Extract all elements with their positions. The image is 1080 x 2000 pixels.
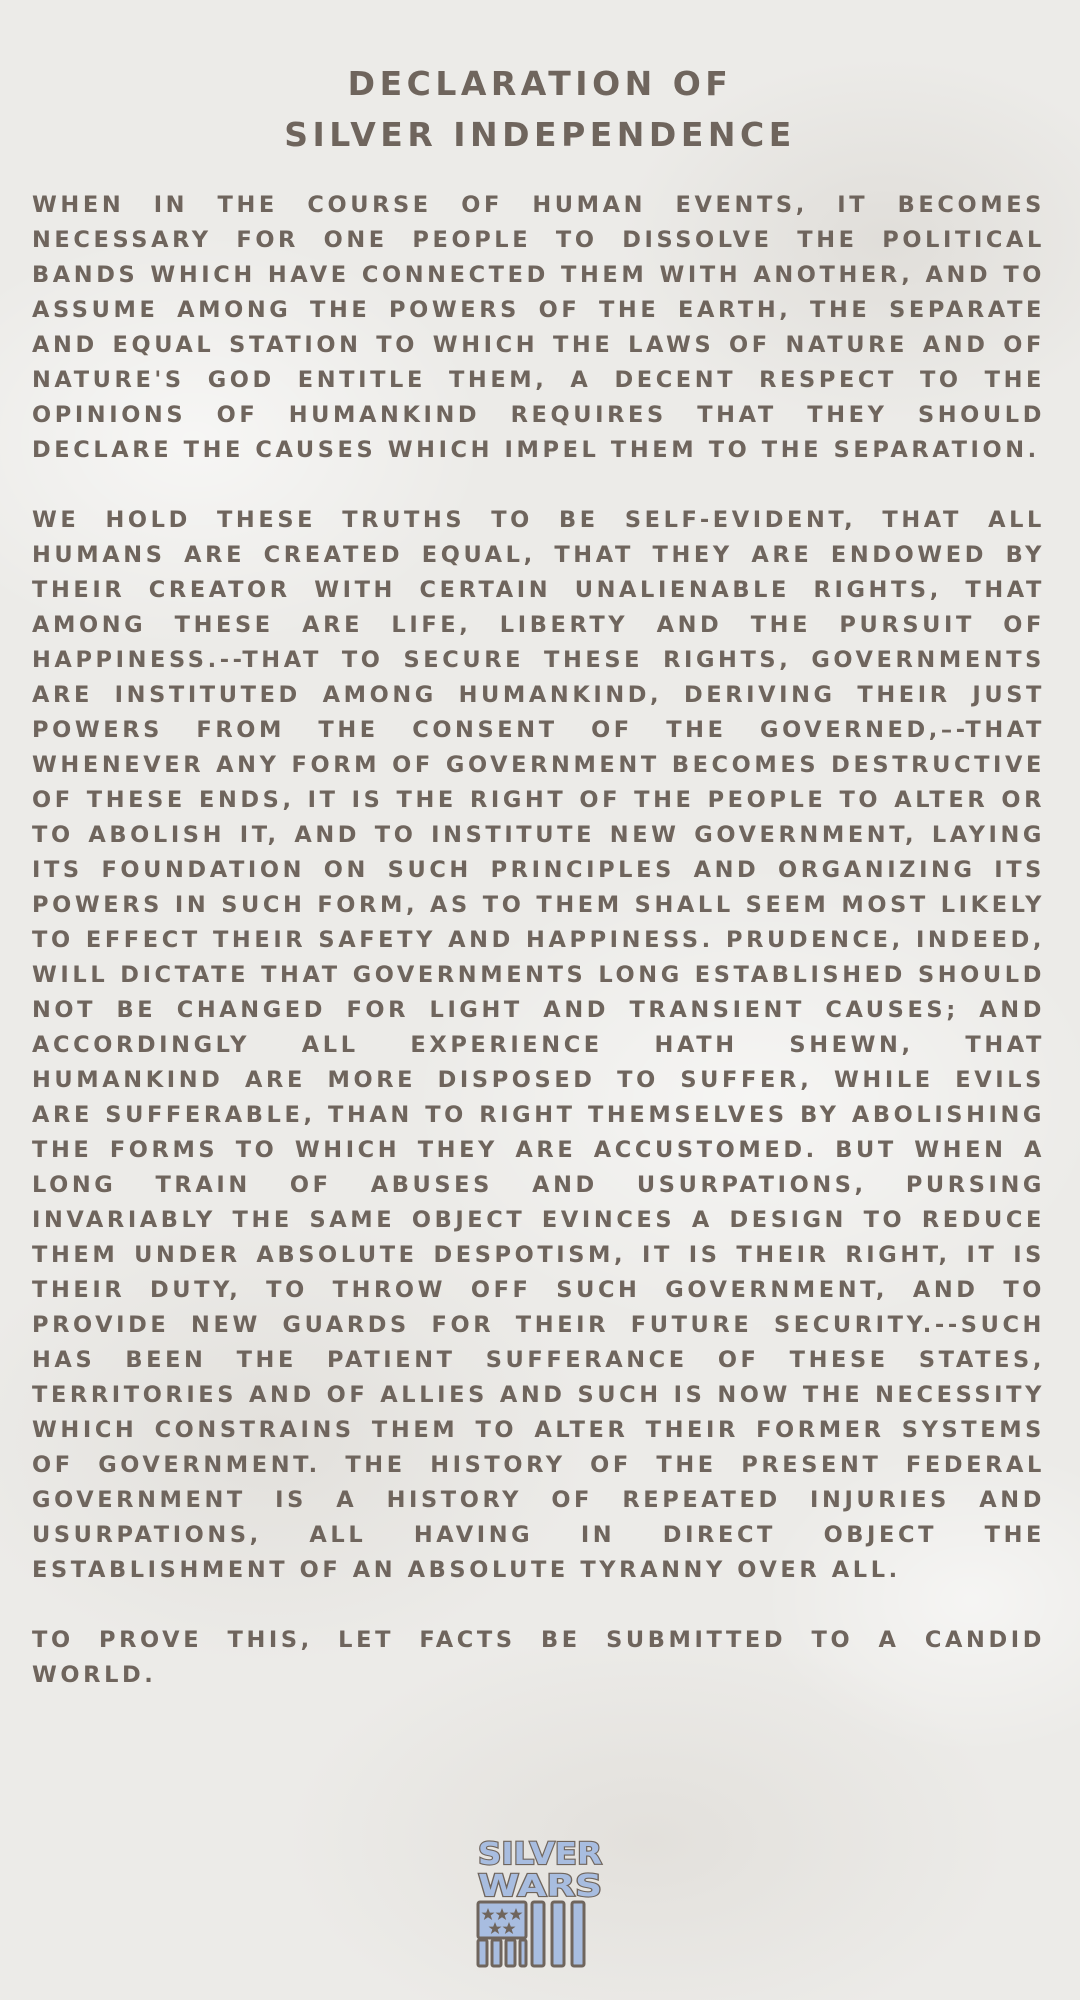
title-line-2: SILVER INDEPENDENCE — [284, 115, 796, 154]
paragraph-2: WE HOLD THESE TRUTHS TO BE SELF-EVIDENT, THAT ALL HUMANS ARE CREATED EQUAL, THAT THEY ARE ENDOWED BY THEIR CREATOR WITH CERTAIN UNALIENABLE RIGHTS, THAT AMONG THESE ARE LIFE, LIBERTY AND THE PURSUIT OF HAPPINESS.--THAT TO SECURE THESE RIGHTS, GOVERNMENTS ARE INSTITUTED AMONG HUMANKIND, DERIVING THEIR JUST POWERS FROM THE CONSENT OF THE GOVERNED,–-THAT WHENEVER ANY FORM OF GOVERNMENT BECOMES DESTRUCTIVE OF THESE ENDS, IT IS THE RIGHT OF THE PEOPLE TO ALTER OR TO ABOLISH IT, AND TO INSTITUTE NEW GOVERNMENT, LAYING ITS FOUNDATION ON SUCH PRINCIPLES AND ORGANIZING ITS POWERS IN SUCH FORM, AS TO THEM SHALL SEEM MOST LIKELY TO EFFECT THEIR SAFETY AND HAPPINESS. PRUDENCE, INDEED, WILL DICTATE THAT GOVERNMENTS LONG ESTABLISHED SHOULD NOT BE CHANGED FOR LIGHT AND TRANSIENT CAUSES; AND ACCORDINGLY ALL EXPERIENCE HATH SHEWN, THAT HUMANKIND ARE MORE DISPOSED TO SUFFER, WHILE EVILS ARE SUFFERABLE, THAN TO RIGHT THEMSELVES BY ABOLISHING THE FORMS TO WHICH THEY ARE ACCUSTOMED. BUT WHEN A LONG TRAIN OF ABUSES AND USURPATIONS, PURSING INVARIABLY THE SAME OBJECT EVINCES A DESIGN TO REDUCE THEM UNDER ABSOLUTE DESPOTISM, IT IS THEIR RIGHT, IT IS THEIR DUTY, TO THROW OFF SUCH GOVERNMENT, AND TO PROVIDE NEW GUARDS FOR THEIR FUTURE SECURITY.--SUCH HAS BEEN THE PATIENT SUFFERANCE OF THESE STATES, TERRITORIES AND OF ALLIES AND SUCH IS NOW THE NECESSITY WHICH CONSTRAINS THEM TO ALTER THEIR FORMER SYSTEMS OF GOVERNMENT. THE HISTORY OF THE PRESENT FEDERAL GOVERNMENT IS A HISTORY OF REPEATED INJURIES AND USURPATIONS, ALL HAVING IN DIRECT OBJECT THE ESTABLISHMENT OF AN ABSOLUTE TYRANNY OVER ALL. — [32, 507, 1045, 1583]
silver-wars-logo — [474, 1834, 606, 1970]
flag-logo-icon — [478, 1902, 584, 1966]
title-line-1: DECLARATION OF — [347, 64, 733, 103]
logo-text-line-2: WARS — [478, 1869, 602, 1904]
paragraph-1: WHEN IN THE COURSE OF HUMAN EVENTS, IT BECOMES NECESSARY FOR ONE PEOPLE TO DISSOLVE THE POLITICAL BANDS WHICH HAVE CONNECTED THEM WITH ANOTHER, AND TO ASSUME AMONG THE POWERS OF THE EARTH, THE SEPARATE AND EQUAL STATION TO WHICH THE LAWS OF NATURE AND OF NATURE'S GOD ENTITLE THEM, A DECENT RESPECT TO THE OPINIONS OF HUMANKIND REQUIRES THAT THEY SHOULD DECLARE THE CAUSES WHICH IMPEL THEM TO THE SEPARATION. — [32, 192, 1045, 463]
logo-text-line-1: SILVER — [478, 1837, 602, 1872]
paragraph-3: TO PROVE THIS, LET FACTS BE SUBMITTED TO A CANDID WORLD. — [32, 1627, 1045, 1688]
declaration-body — [32, 188, 1045, 1728]
page-title — [0, 58, 1080, 160]
